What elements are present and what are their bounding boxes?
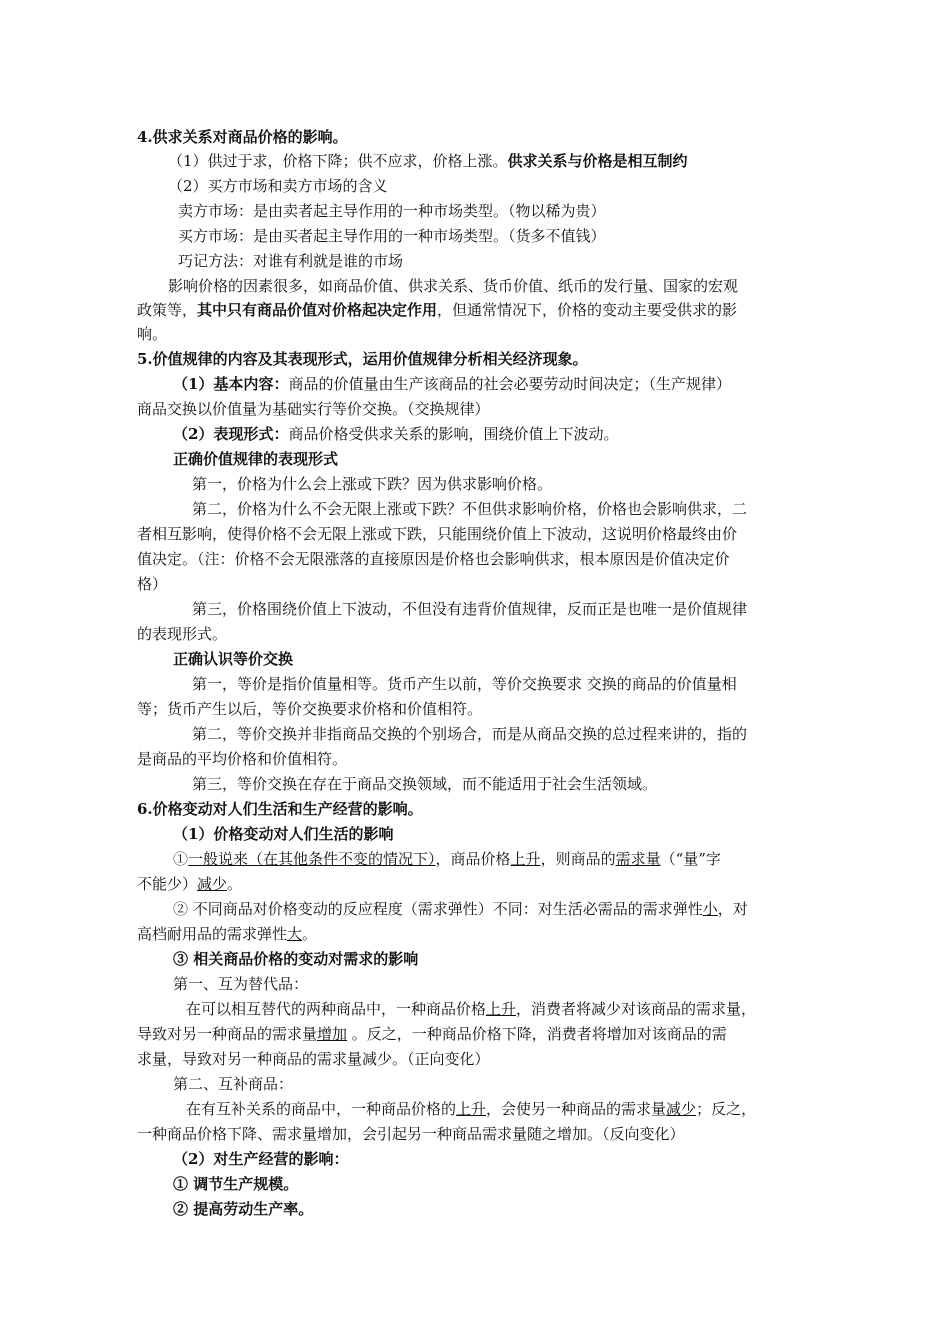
underlined-text: 减少 — [666, 1100, 697, 1118]
text: ，则商品的 — [540, 850, 616, 868]
paragraph: 第一，等价是指价值量相等。货币产生以前，等价交换要求 交换的商品的价值量相 — [192, 675, 737, 693]
paragraph: 是商品的平均价格和价值相符。 — [137, 750, 348, 768]
subheading: ③ 相关商品价格的变动对需求的影响 — [173, 950, 419, 968]
paragraph: 第三，价格围绕价值上下波动，不但没有违背价值规律，反而正是也唯一是价值规律 — [192, 600, 748, 618]
paragraph: 影响价格的因素很多，如商品价值、供求关系、货币价值、纸币的发行量、国家的宏观 — [168, 277, 739, 295]
underlined-text: 上升 — [456, 1100, 487, 1118]
paragraph — [137, 1022, 817, 1046]
text: ，但通常情况下，价格的变动主要受供求的影 — [437, 301, 738, 319]
paragraph — [186, 1097, 866, 1121]
paragraph: 者相互影响，使得价格不会无限上涨或下跌，只能围绕价值上下波动，这说明价格最终由价 — [137, 525, 738, 543]
paragraph — [173, 422, 853, 446]
text: ，对 — [717, 900, 748, 918]
text: 商品的价值量由生产该商品的社会必要劳动时间决定；（生产规律） — [288, 375, 731, 393]
paragraph: 响。 — [137, 325, 168, 343]
text: 高档耐用品的需求弹性 — [137, 925, 288, 943]
paragraph: 第二，等价交换并非指商品交换的个别场合，而是从商品交换的总过程来讲的，指的 — [192, 725, 748, 743]
paragraph — [137, 872, 817, 896]
paragraph — [173, 847, 853, 871]
section-5-title: 5.价值规律的内容及其表现形式，运用价值规律分析相关经济现象。 — [137, 350, 588, 368]
paragraph: 值决定。（注：价格不会无限涨落的直接原因是价格也会影响供求，根本原因是价值决定价 — [137, 550, 730, 568]
text: 。 — [302, 925, 318, 943]
paragraph: 第一，价格为什么会上涨或下跌？因为供求影响价格。 — [192, 475, 553, 493]
text: 商品价格受供求关系的影响，围绕价值上下波动。 — [288, 425, 619, 443]
text: ；反之， — [696, 1100, 757, 1118]
subheading: 正确价值规律的表现形式 — [173, 450, 339, 468]
bold-label: （2）表现形式： — [173, 425, 289, 443]
subheading: （1）价格变动对人们生活的影响 — [173, 825, 394, 843]
list-item: ② 提高劳动生产率。 — [173, 1200, 314, 1218]
paragraph — [168, 149, 848, 173]
underlined-text: 一般说来（在其他条件不变的情况下） — [188, 850, 436, 868]
underlined-text: 减少 — [197, 875, 228, 893]
underlined-text: 大 — [287, 925, 303, 943]
paragraph: 卖方市场：是由卖者起主导作用的一种市场类型。（物以稀为贵） — [178, 202, 606, 220]
underlined-text: 上升 — [486, 1000, 517, 1018]
text: 不能少） — [137, 875, 198, 893]
bold-label: （1）基本内容： — [173, 375, 289, 393]
text: ，商品价格 — [435, 850, 511, 868]
text: 在有互补关系的商品中，一种商品价格的 — [186, 1100, 457, 1118]
paragraph: 格） — [137, 575, 168, 593]
bold-text: 其中只有商品价值对价格起决定作用 — [197, 301, 438, 319]
text: ② 不同商品对价格变动的反应程度（需求弹性）不同：对生活必需品的需求弹性 — [173, 900, 703, 918]
paragraph: 第三，等价交换在存在于商品交换领域，而不能适用于社会生活领域。 — [192, 775, 658, 793]
section-4-title: 4.供求关系对商品价格的影响。 — [137, 128, 348, 146]
text: 导致对另一种商品的需求量 — [137, 1025, 318, 1043]
paragraph: 买方市场：是由买者起主导作用的一种市场类型。（货多不值钱） — [178, 227, 606, 245]
text: ，会使另一种商品的需求量 — [486, 1100, 667, 1118]
text: ① — [173, 850, 189, 868]
underlined-text: 需求量 — [615, 850, 661, 868]
paragraph: 等；货币产生以后，等价交换要求价格和价值相符。 — [137, 700, 483, 718]
list-item: ① 调节生产规模。 — [173, 1175, 299, 1193]
underlined-text: 小 — [702, 900, 718, 918]
subheading: （2）对生产经营的影响： — [173, 1150, 349, 1168]
text: 。反之，一种商品价格下降，消费者将增加对该商品的需 — [347, 1025, 727, 1043]
paragraph — [173, 897, 853, 921]
section-6-title: 6.价格变动对人们生活和生产经营的影响。 — [137, 800, 423, 818]
text: 政策等， — [137, 301, 198, 319]
paragraph: 第二，价格为什么不会无限上涨或下跌？不但供求影响价格，价格也会影响供求，二 — [192, 500, 748, 518]
paragraph: 一种商品价格下降、需求量增加，会引起另一种商品需求量随之增加。（反向变化） — [137, 1125, 685, 1143]
text: ，消费者将减少对该商品的需求量， — [516, 1000, 757, 1018]
bold-text: 供求关系与价格是相互制约 — [507, 152, 688, 170]
paragraph: 第二、互补商品： — [173, 1075, 294, 1093]
paragraph: 的表现形式。 — [137, 625, 228, 643]
text: 在可以相互替代的两种商品中，一种商品价格 — [186, 1000, 487, 1018]
text: （“量”字 — [660, 850, 721, 868]
paragraph: 商品交换以价值量为基础实行等价交换。（交换规律） — [137, 400, 490, 418]
paragraph — [137, 922, 817, 946]
subheading: 正确认识等价交换 — [173, 650, 294, 668]
paragraph: 求量，导致对另一种商品的需求量减少。（正向变化） — [137, 1050, 490, 1068]
underlined-text: 上升 — [510, 850, 541, 868]
paragraph — [173, 372, 853, 396]
paragraph — [137, 298, 817, 322]
paragraph: （2）买方市场和卖方市场的含义 — [168, 177, 388, 195]
underlined-text: 增加 — [317, 1025, 348, 1043]
paragraph: 第一、互为替代品： — [173, 975, 309, 993]
paragraph: 巧记方法：对谁有利就是谁的市场 — [178, 252, 404, 270]
text: 。 — [227, 875, 243, 893]
text: （1）供过于求，价格下降；供不应求，价格上涨。 — [168, 152, 508, 170]
paragraph — [186, 997, 866, 1021]
